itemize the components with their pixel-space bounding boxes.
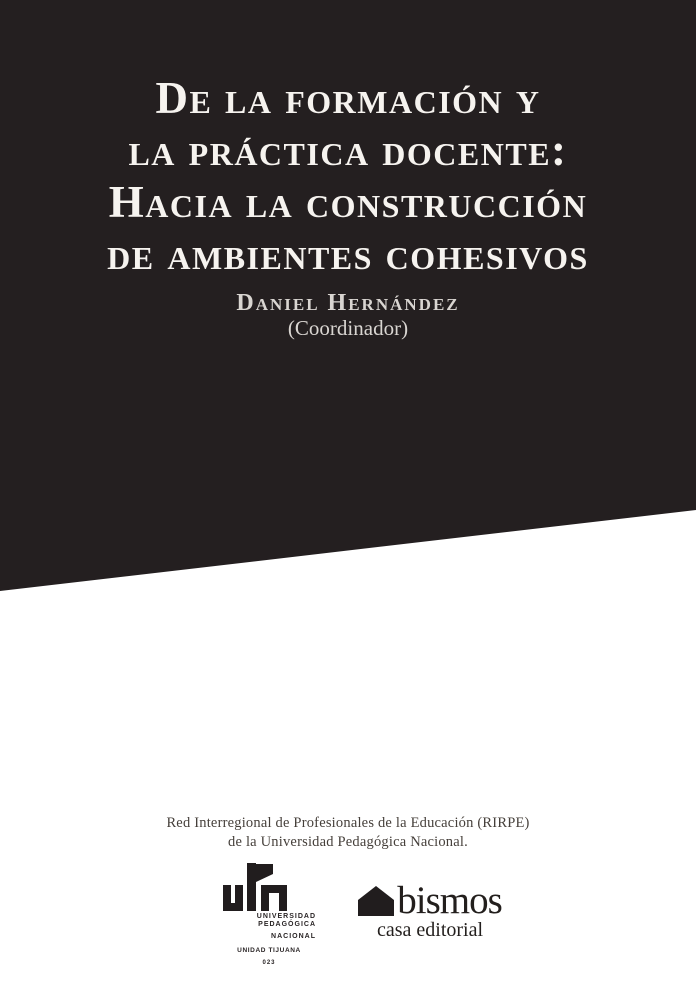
title-line-1: De la formación y bbox=[155, 73, 541, 123]
affiliation-line-2: de la Universidad Pedagógica Nacional. bbox=[228, 834, 468, 850]
upn-unit-number: 023 bbox=[262, 960, 276, 966]
title-line-2: la práctica docente: bbox=[128, 125, 568, 175]
author-name: Daniel Hernández bbox=[236, 290, 460, 316]
upn-text-line: UNIVERSIDAD bbox=[256, 913, 316, 920]
upn-text-line: NACIONAL bbox=[271, 933, 316, 940]
cover-content bbox=[0, 0, 696, 340]
affiliation-text bbox=[0, 814, 696, 852]
upn-text-block bbox=[220, 913, 318, 967]
upn-text-line: UNIDAD TIJUANA bbox=[237, 947, 301, 954]
title-line-3: Hacia la construcción bbox=[108, 177, 588, 227]
bismos-subtitle: casa editorial bbox=[376, 919, 484, 941]
bismos-logo-row bbox=[350, 879, 510, 922]
title-line-4: de ambientes cohesivos bbox=[107, 229, 589, 279]
upn-text-line: PEDAGÓGICA bbox=[258, 921, 316, 928]
upn-monogram-icon bbox=[220, 863, 300, 913]
upn-logo bbox=[220, 863, 318, 967]
coordinator-label: (Coordinador) bbox=[287, 316, 409, 340]
bismos-logo bbox=[350, 879, 510, 941]
bismos-wordmark: bismos bbox=[397, 879, 502, 922]
affiliation-line-1: Red Interregional de Profesionales de la Educación (RIRPE) bbox=[166, 815, 530, 831]
house-icon bbox=[358, 886, 394, 916]
